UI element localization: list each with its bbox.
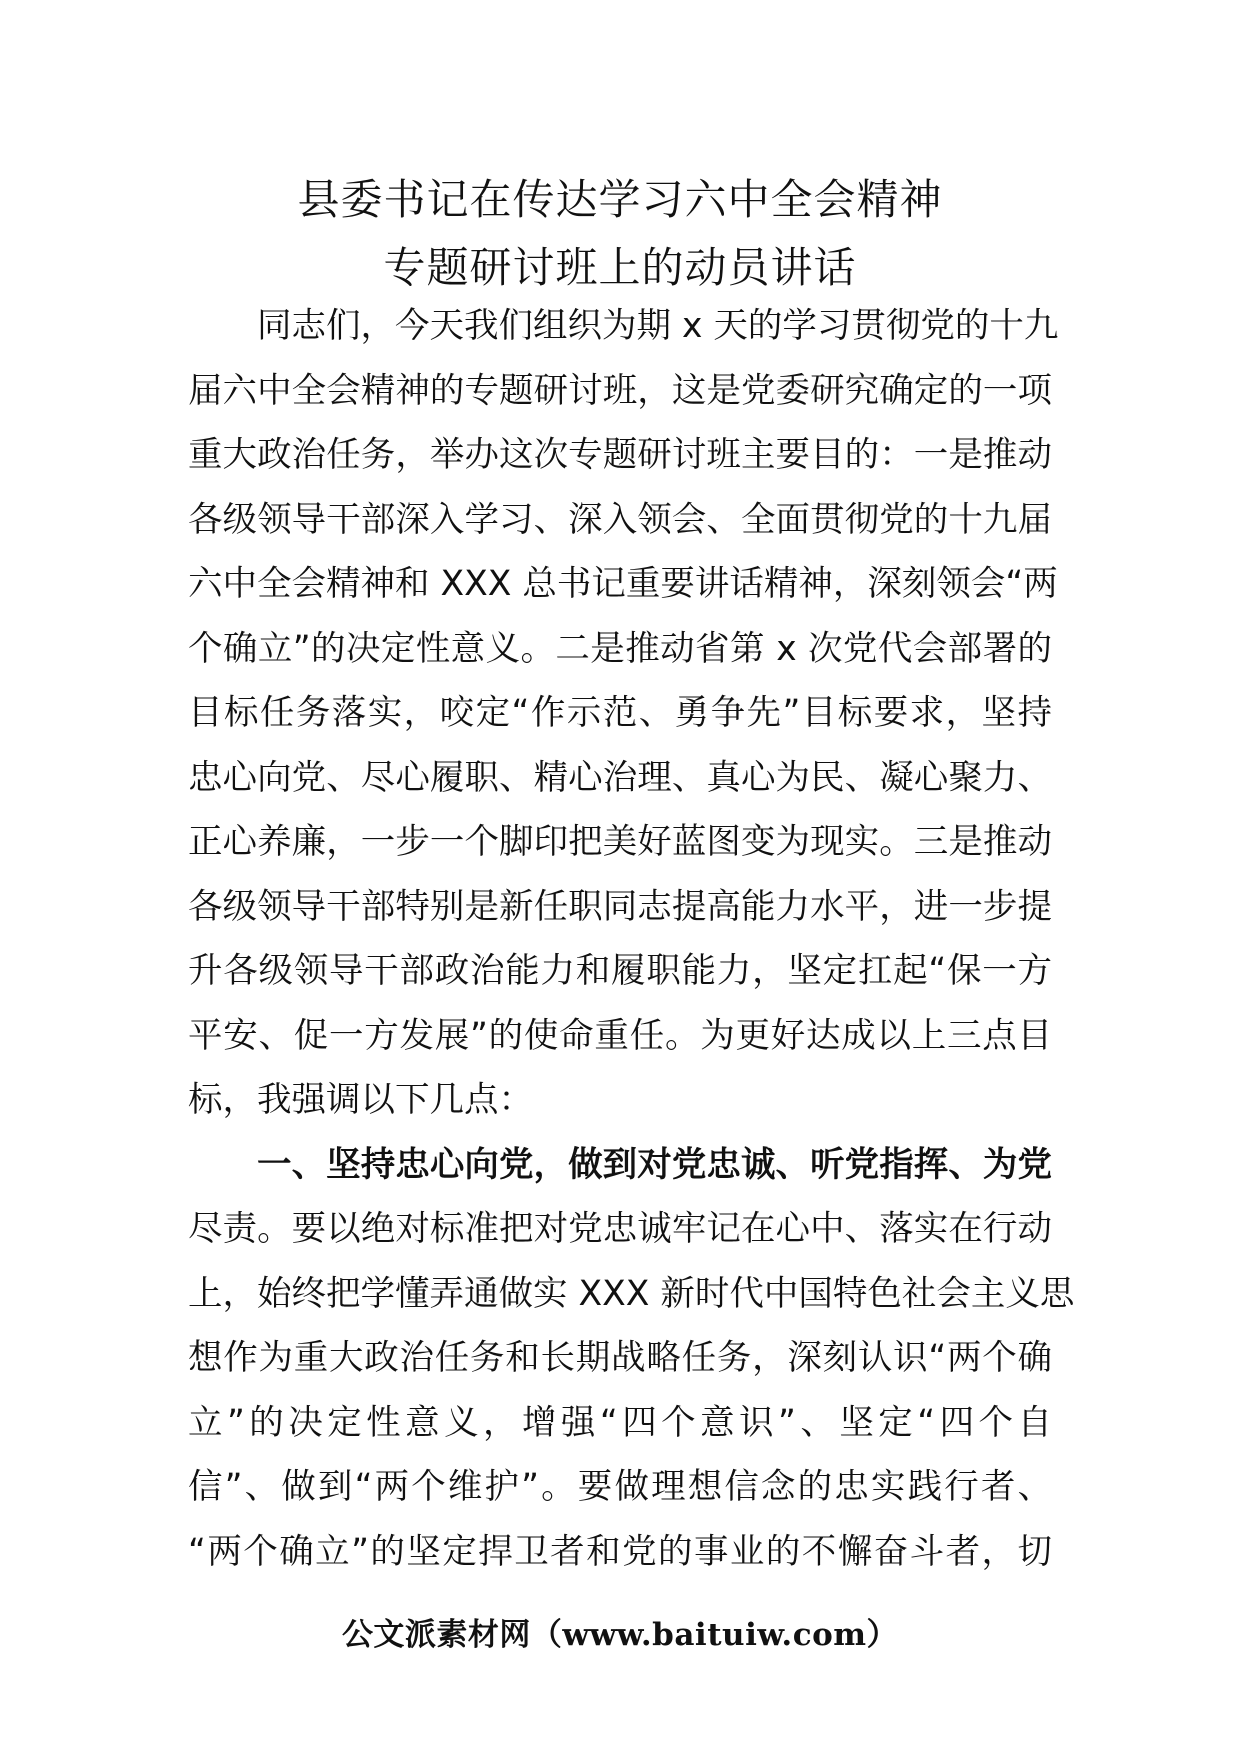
body-line: 同志们，今天我们组织为期 x 天的学习贯彻党的十九 — [257, 306, 1059, 346]
document-body — [188, 294, 1075, 1584]
body-line: “两个确立”的坚定捍卫者和党的事业的不懈奋斗者，切 — [188, 1531, 1052, 1572]
body-line: 六中全会精神和 XXX 总书记重要讲话精神，深刻领会“两 — [188, 564, 1058, 604]
body-line: 忠心向党、尽心履职、精心治理、真心为民、凝心聚力、 — [188, 757, 1052, 798]
section-heading-1: 一、坚持忠心向党，做到对党忠诚、听党指挥、为党 — [257, 1144, 1052, 1185]
body-line: 平安、促一方发展”的使命重任。为更好达成以上三点目 — [188, 1015, 1052, 1056]
body-line: 目标任务落实，咬定“作示范、勇争先”目标要求，坚持 — [188, 693, 1052, 733]
body-line: 立”的决定性意义，增强“四个意识”、坚定“四个自 — [188, 1402, 1052, 1443]
body-line: 个确立”的决定性意义。二是推动省第 x 次党代会部署的 — [188, 628, 1052, 669]
document-title-line-1: 县委书记在传达学习六中全会精神 — [297, 175, 943, 224]
body-line: 上，始终把学懂弄通做实 XXX 新时代中国特色社会主义思 — [188, 1273, 1075, 1314]
body-line: 升各级领导干部政治能力和履职能力，坚定扛起“保一方 — [188, 951, 1052, 991]
body-line: 想作为重大政治任务和长期战略任务，深刻认识“两个确 — [188, 1338, 1052, 1378]
body-line: 信”、做到“两个维护”。要做理想信念的忠实践行者、 — [188, 1467, 1052, 1507]
body-line: 正心养廉，一步一个脚印把美好蓝图变为现实。三是推动 — [188, 822, 1052, 862]
footer-watermark: 公文派素材网（www.baituiw.com） — [341, 1617, 899, 1653]
document-title-line-2: 专题研讨班上的动员讲话 — [383, 243, 857, 292]
body-line: 重大政治任务，举办这次专题研讨班主要目的：一是推动 — [188, 435, 1052, 475]
body-line: 届六中全会精神的专题研讨班，这是党委研究确定的一项 — [188, 370, 1052, 411]
body-line: 尽责。要以绝对标准把对党忠诚牢记在心中、落实在行动 — [188, 1209, 1052, 1249]
body-line: 各级领导干部深入学习、深入领会、全面贯彻党的十九届 — [188, 499, 1052, 540]
body-line: 各级领导干部特别是新任职同志提高能力水平，进一步提 — [188, 886, 1052, 927]
body-line: 标，我强调以下几点： — [188, 1080, 533, 1120]
